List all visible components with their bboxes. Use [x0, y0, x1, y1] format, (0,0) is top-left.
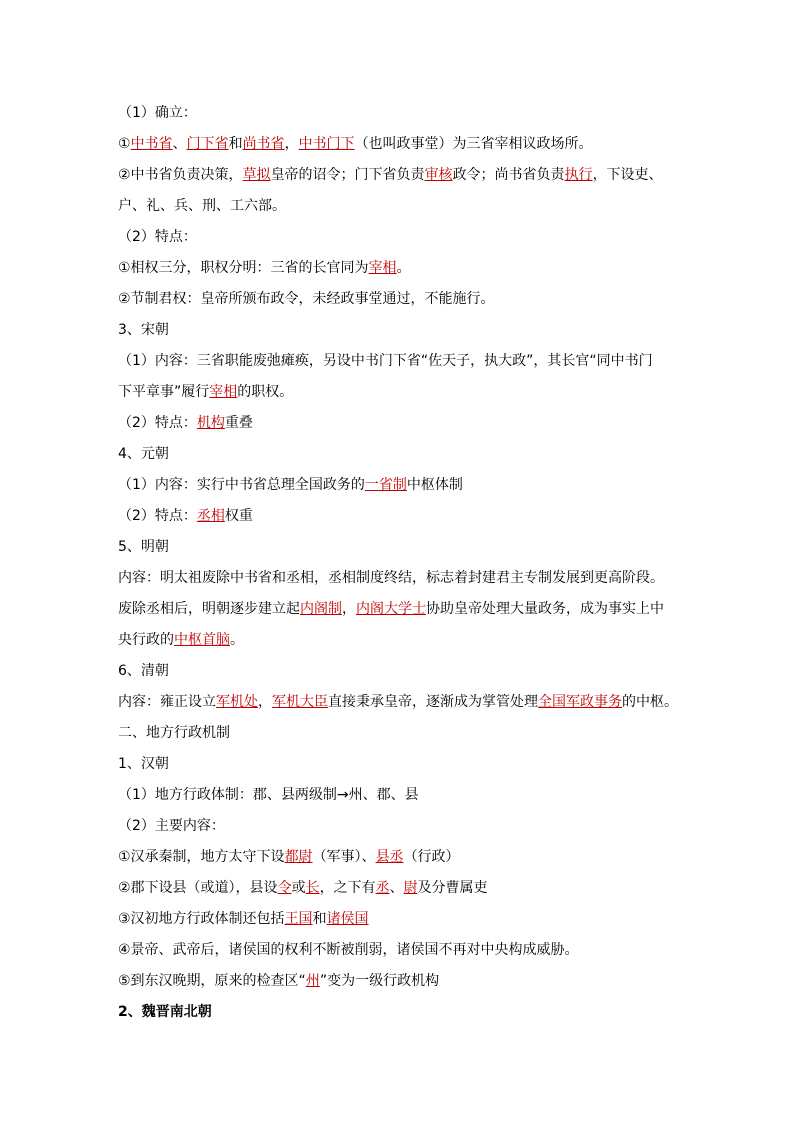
text-segment: 、: [172, 136, 187, 152]
highlighted-term: 州: [305, 973, 320, 989]
text-segment: ⑤到东汉晚期，原来的检查区“: [118, 973, 306, 989]
text-segment: ，之下有: [319, 880, 376, 896]
highlighted-term: 一省制: [364, 477, 407, 493]
text-line: [118, 656, 688, 687]
text-segment: 重叠: [224, 415, 253, 431]
text-line: [118, 904, 688, 935]
text-line: [118, 315, 688, 346]
highlighted-term: 长: [305, 880, 320, 896]
text-segment: 直接秉承皇帝，逐渐成为掌管处理: [328, 694, 538, 710]
highlighted-term: 内阁制: [300, 601, 342, 617]
highlighted-term: 都尉: [284, 849, 313, 865]
text-segment: ②郡下设县（或道），县设: [118, 880, 278, 896]
text-segment: 内容：雍正设立: [118, 694, 216, 710]
text-line: [118, 749, 688, 780]
text-segment: 内容：明太祖废除中书省和丞相，丞相制度终结，标志着封建君主专制发展到更高阶段。: [118, 570, 664, 586]
text-segment: （2）特点：: [118, 229, 197, 245]
text-line: [118, 222, 688, 253]
text-line: [118, 966, 688, 997]
highlighted-term: 诸侯国: [326, 911, 369, 927]
text-line: [118, 687, 688, 718]
text-segment: ，: [342, 601, 356, 617]
highlighted-term: 内阁大学士: [356, 601, 426, 617]
text-segment: 和: [228, 136, 243, 152]
text-line: [118, 129, 688, 160]
text-line: [118, 811, 688, 842]
text-line: [118, 594, 688, 625]
text-line: [118, 718, 688, 749]
text-segment: （1）内容：三省职能废弛瘫痪，另设中书门下省“佐天子，执大政”，其长官“同中书门: [118, 353, 653, 369]
highlighted-term: 中枢首脑: [174, 632, 230, 648]
highlighted-term: 尉: [403, 880, 418, 896]
text-segment: （也叫政事堂）为三省宰相议政场所。: [354, 136, 593, 152]
text-segment: 权重: [224, 508, 253, 524]
text-line: [118, 98, 688, 129]
highlighted-term: 中书省: [130, 136, 173, 152]
highlighted-term: 令: [277, 880, 292, 896]
text-segment: 3、宋朝: [118, 322, 169, 338]
text-line: [118, 191, 688, 222]
text-segment: 政令；尚书省负责: [452, 167, 565, 183]
text-line: [118, 532, 688, 563]
text-line: [118, 780, 688, 811]
text-segment: 下平章事”履行: [118, 384, 210, 400]
text-line: [118, 842, 688, 873]
text-segment: ”变为一级行政机构: [319, 973, 440, 989]
text-line: [118, 873, 688, 904]
text-segment: 的中枢。: [622, 694, 678, 710]
text-segment: 和: [312, 911, 327, 927]
highlighted-term: 执行: [564, 167, 593, 183]
highlighted-term: 全国军政事务: [538, 694, 622, 710]
text-line: [118, 997, 688, 1028]
text-segment: 、: [389, 880, 404, 896]
text-segment: ①相权三分，职权分明：三省的长官同为: [118, 260, 369, 276]
text-segment: （1）地方行政体制：郡、县两级制→州、郡、县: [118, 787, 419, 803]
text-segment: 2、魏晋南北朝: [118, 1004, 212, 1020]
text-line: [118, 346, 688, 377]
text-segment: 中枢体制: [406, 477, 463, 493]
highlighted-term: 县丞: [375, 849, 404, 865]
text-line: [118, 408, 688, 439]
text-line: [118, 160, 688, 191]
text-line: [118, 253, 688, 284]
text-segment: 央行政的: [118, 632, 174, 648]
text-line: [118, 439, 688, 470]
highlighted-term: 宰相: [368, 260, 397, 276]
text-segment: 的职权。: [237, 384, 294, 400]
text-segment: （1）内容：实行中书省总理全国政务的: [118, 477, 365, 493]
highlighted-term: 军机处: [216, 694, 258, 710]
highlighted-term: 机构: [196, 415, 225, 431]
text-segment: 二、地方行政机制: [118, 725, 230, 741]
text-segment: 或: [291, 880, 306, 896]
text-segment: ，下设吏、: [592, 167, 663, 183]
text-line: [118, 284, 688, 315]
text-segment: ，: [258, 694, 272, 710]
document-body: [118, 98, 688, 1028]
text-segment: 1、汉朝: [118, 756, 169, 772]
text-segment: 。: [230, 632, 244, 648]
text-segment: 4、元朝: [118, 446, 169, 462]
text-segment: （2）主要内容：: [118, 818, 225, 834]
highlighted-term: 军机大臣: [272, 694, 328, 710]
text-segment: ②中书省负责决策，: [118, 167, 243, 183]
text-line: [118, 625, 688, 656]
text-line: [118, 501, 688, 532]
text-segment: ①: [118, 136, 131, 152]
highlighted-term: 丞: [375, 880, 390, 896]
text-line: [118, 935, 688, 966]
text-segment: 5、明朝: [118, 539, 169, 555]
text-segment: ，: [284, 136, 299, 152]
text-segment: （1）确立：: [118, 105, 197, 121]
text-segment: （2）特点：: [118, 415, 197, 431]
highlighted-term: 王国: [284, 911, 313, 927]
text-segment: （行政）: [403, 849, 460, 865]
text-segment: （军事）、: [312, 849, 376, 865]
text-segment: 及分曹属吏: [417, 880, 488, 896]
text-segment: ③汉初地方行政体制还包括: [118, 911, 285, 927]
highlighted-term: 草拟: [242, 167, 271, 183]
text-segment: 6、清朝: [118, 663, 169, 679]
text-segment: 户、礼、兵、刑、工六部。: [118, 198, 286, 214]
highlighted-term: 中书门下: [298, 136, 355, 152]
text-segment: 协助皇帝处理大量政务，成为事实上中: [426, 601, 664, 617]
text-line: [118, 563, 688, 594]
highlighted-term: 丞相: [196, 508, 225, 524]
text-segment: （2）特点：: [118, 508, 197, 524]
text-line: [118, 470, 688, 501]
highlighted-term: 门下省: [186, 136, 229, 152]
highlighted-term: 宰相: [209, 384, 238, 400]
highlighted-term: 尚书省: [242, 136, 285, 152]
text-segment: 。: [396, 260, 411, 276]
text-segment: ②节制君权：皇帝所颁布政令，未经政事堂通过，不能施行。: [118, 291, 495, 307]
text-segment: 废除丞相后，明朝逐步建立起: [118, 601, 300, 617]
text-line: [118, 377, 688, 408]
text-segment: ①汉承秦制，地方太守下设: [118, 849, 285, 865]
text-segment: ④景帝、武帝后，诸侯国的权利不断被削弱，诸侯国不再对中央构成威胁。: [118, 942, 579, 958]
text-segment: 皇帝的诏令；门下省负责: [270, 167, 425, 183]
highlighted-term: 审核: [424, 167, 453, 183]
